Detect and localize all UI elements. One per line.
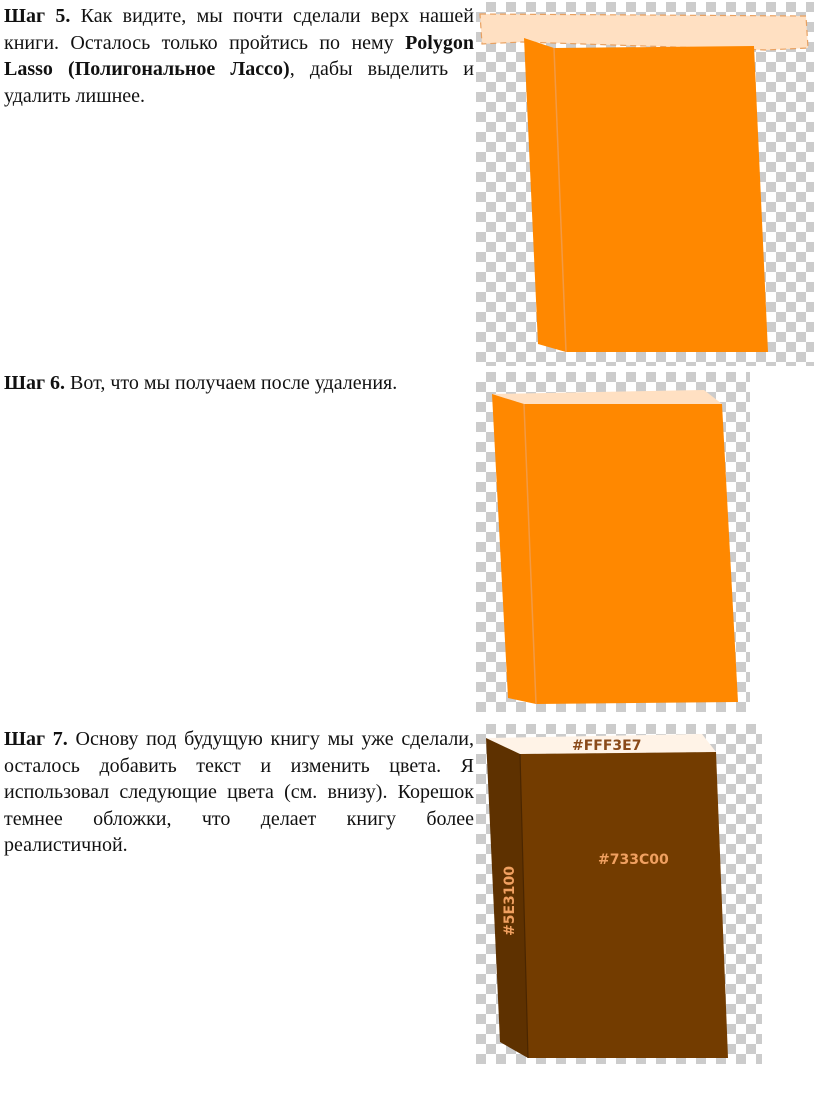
step-6-illustration [476, 372, 750, 712]
step-5-bold-term: Polygon Lasso (Полигональное Лассо) [4, 31, 474, 80]
step-7-illustration [476, 724, 762, 1064]
book-with-selection-svg [476, 2, 814, 366]
book-after-deletion-svg [476, 372, 750, 712]
book-cover [520, 752, 728, 1058]
step-5-label: Шаг 5. [4, 5, 71, 27]
colored-book-svg [476, 724, 762, 1064]
step-7-paragraph [4, 726, 474, 859]
book-cover [554, 46, 768, 352]
step-6-label: Шаг 6. [4, 372, 66, 394]
step-5-text-after: , дабы выделить и удалить лишнее. [4, 58, 474, 107]
step-5-illustration [476, 2, 814, 366]
spine-color-label: #5E3100 [502, 866, 518, 936]
step-6-paragraph [4, 370, 474, 397]
book-cover [524, 404, 738, 704]
step-6-text: Вот, что мы получаем после удаления. [65, 372, 398, 394]
cover-color-label: #733C00 [598, 852, 669, 868]
book-top [492, 390, 722, 404]
step-7-label: Шаг 7. [4, 728, 68, 750]
step-7-text: Основу под будущую книгу мы уже сделали, осталось добавить текст и изменить цвета. Я использовал следующие цвета (см. внизу). Корешок темнее обложки, что делает книгу более реалистичной. [4, 728, 474, 856]
step-5-paragraph [4, 3, 474, 109]
step-5-text-before: Как видите, мы почти сделали верх нашей книги. Осталось только пройтись по нему [4, 5, 474, 54]
top-color-label: #FFF3E7 [572, 738, 642, 754]
